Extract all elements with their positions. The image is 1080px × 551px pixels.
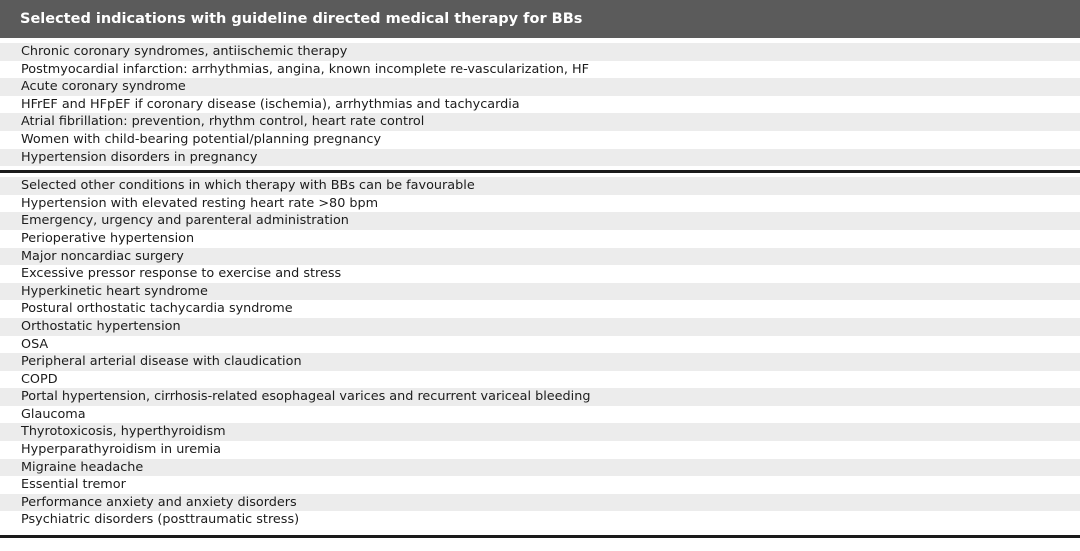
table-row: Thyrotoxicosis, hyperthyroidism — [0, 423, 1080, 441]
table-row: Women with child-bearing potential/planning pregnancy — [0, 131, 1080, 149]
table-row: OSA — [0, 336, 1080, 354]
table-row: Postmyocardial infarction: arrhythmias, angina, known incomplete re-vascularization, HF — [0, 61, 1080, 79]
table-row: Emergency, urgency and parenteral administration — [0, 212, 1080, 230]
bottom-rule — [0, 535, 1080, 538]
section-other-conditions — [0, 177, 1080, 529]
table-row: Portal hypertension, cirrhosis-related esophageal varices and recurrent variceal bleeding — [0, 388, 1080, 406]
table-row: COPD — [0, 371, 1080, 389]
table-row: Psychiatric disorders (posttraumatic stress) — [0, 511, 1080, 529]
table-row: Hyperparathyroidism in uremia — [0, 441, 1080, 459]
table-row: Acute coronary syndrome — [0, 78, 1080, 96]
table-row: Hypertension with elevated resting heart rate >80 bpm — [0, 195, 1080, 213]
table-row: Essential tremor — [0, 476, 1080, 494]
table-row: Hyperkinetic heart syndrome — [0, 283, 1080, 301]
table-header: Selected indications with guideline directed medical therapy for BBs — [0, 0, 1080, 38]
table-row: Migraine headache — [0, 459, 1080, 477]
table-row: Perioperative hypertension — [0, 230, 1080, 248]
table-row: Performance anxiety and anxiety disorders — [0, 494, 1080, 512]
table-row: Atrial fibrillation: prevention, rhythm control, heart rate control — [0, 113, 1080, 131]
table-row: Peripheral arterial disease with claudication — [0, 353, 1080, 371]
table-row: Chronic coronary syndromes, antiischemic therapy — [0, 43, 1080, 61]
table-row: HFrEF and HFpEF if coronary disease (ischemia), arrhythmias and tachycardia — [0, 96, 1080, 114]
section-guideline-indications — [0, 43, 1080, 166]
table-row: Excessive pressor response to exercise and stress — [0, 265, 1080, 283]
table-row: Glaucoma — [0, 406, 1080, 424]
table-row: Hypertension disorders in pregnancy — [0, 149, 1080, 167]
table-row: Major noncardiac surgery — [0, 248, 1080, 266]
table-row: Postural orthostatic tachycardia syndrome — [0, 300, 1080, 318]
section-title: Selected other conditions in which therapy with BBs can be favourable — [0, 177, 1080, 195]
table-row: Orthostatic hypertension — [0, 318, 1080, 336]
